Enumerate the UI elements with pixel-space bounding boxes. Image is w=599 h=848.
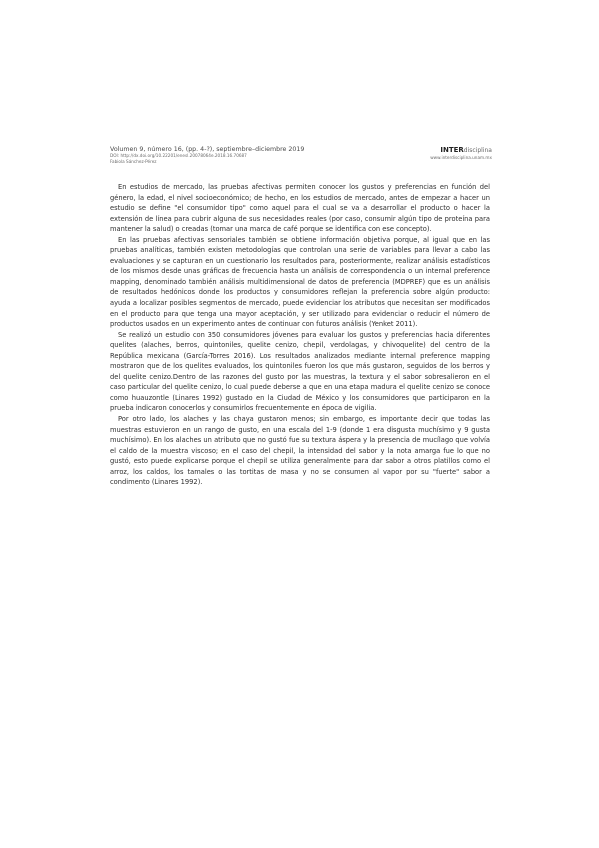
journal-brand — [430, 146, 492, 161]
paragraph: Se realizó un estudio con 350 consumidores jóvenes para evaluar los gustos y preferencias hacia diferentes quelites (alaches, berros, quintoniles, quelite cenizo, chepil, verdolagas, y chivoquelite) del centro de la República mexicana (García-Torres 2016). Los resultados analizados mediante internal preference mapping mostraron que de los quelites evaluados, los quintoniles fueron los que más gustaron, seguidos de los berros y del quelite cenizo.Dentro de las razones del gusto por las muestras, la textura y el sabor sobresalieron en el caso particular del quelite cenizo, lo cual puede deberse a que en una etapa madura el quelite cenizo se conoce como huauzontle (Linares 1992) gustado en la Ciudad de México y los consumidores que participaron en la prueba indicaron conocerlos y consumirlos frecuentemente en época de vigilia. — [110, 330, 490, 413]
paragraph: En las pruebas afectivas sensoriales también se obtiene información objetiva porque, al igual que en las pruebas analíticas, también existen metodologías que controlan una serie de variables para llevar a cabo las evaluaciones y se capturan en un cuestionario los resultados para, posteriormente, realizar análisis estadísticos de los mismos desde unas gráficas de frecuencia hasta un análisis de correspondencia o un internal preference mapping, denominado también análisis multidimensional de datos de preferencia (MDPREF) que es un análisis de resultados hedónicos donde los productos y consumidores reflejan la preferencia sobre algún producto: ayuda a localizar posibles segmentos de mercado, puede evidenciar los atributos que necesitan ser modificados en el producto para que tenga una mayor aceptación, y ser utilizado para evidenciar o reducir el número de productos usados en un experimento antes de continuar con futuros análisis (Yenket 2011). — [110, 235, 490, 329]
journal-logo: INTERdisciplina — [440, 146, 492, 154]
paragraph: Por otro lado, los alaches y las chaya gustaron menos; sin embargo, es importante decir que todas las muestras estuvieron en un rango de gusto, en una escala del 1-9 (donde 1 era disgusta muchísimo y 9 gusta muchísimo). En los alaches un atributo que no gustó fue su textura áspera y la presencia de mucílago que volvía el caldo de la muestra viscoso; en el caso del chepil, la intensidad del sabor y la nota amarga fue lo que no gustó, esto puede explicarse porque el chepil se utiliza generalmente para dar sabor a otros platillos como el arroz, los caldos, los tamales o las tortitas de masa y no se consumen al vapor por su "fuerte" sabor a condimento (Linares 1992). — [110, 415, 490, 487]
doi-line: DOI: http://dx.doi.org/10.22201/enesl.20078064e.2018.16.70687 — [110, 153, 247, 158]
paragraph: En estudios de mercado, las pruebas afectivas permiten conocer los gustos y preferencias en función del género, la edad, el nivel socioeconómico; de hecho, en los estudios de mercado, antes de empezar a hacer un estudio se define "el consumidor tipo" como aquel para el cual se va a desarrollar el producto o hacer la extensión de línea para cubrir alguna de sus necesidades reales (por caso, consumir algún tipo de proteína para mantener la salud) o creadas (tomar una marca de café porque se identifica con ese concepto). — [110, 183, 490, 234]
running-header — [110, 146, 410, 164]
journal-citation: Volumen 9, número 16, (pp. 4-?), septiembre–diciembre 2019 — [110, 146, 305, 153]
journal-url: www.interdisciplina.unam.mx — [430, 155, 492, 160]
author-line: Fabiola Sánchez-Pérez — [110, 158, 157, 164]
article-body — [110, 182, 490, 488]
